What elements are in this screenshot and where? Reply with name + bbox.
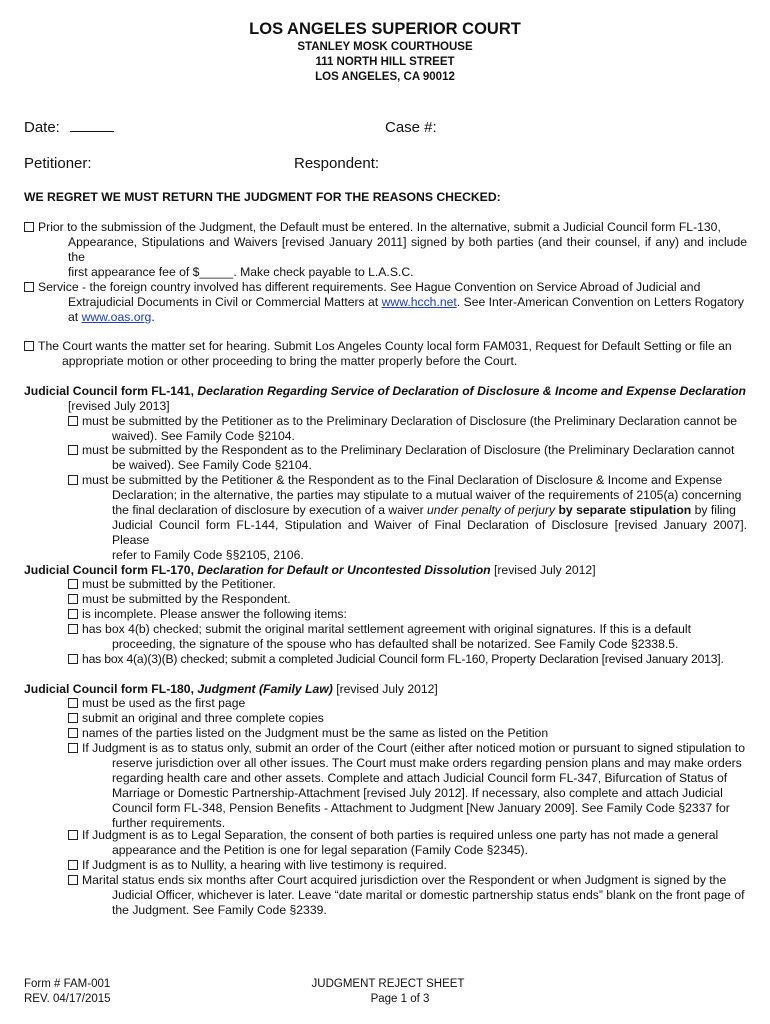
checkbox[interactable]	[68, 475, 78, 485]
checkbox[interactable]	[68, 579, 78, 589]
fl170-item-4: has box 4(b) checked; submit the original marital settlement agreement with original signatures. If this is a default proceeding, the signature of the spouse who has defaulted shall be notarized. See Family Code §2338.5.	[68, 622, 747, 652]
fl180-item-7: Marital status ends six months after Court acquired jurisdiction over the Respondent or when Judgment is signed by the Judicial Officer, whichever is later. Leave “date marital or domestic partnership status ends” blank on the front page of the Judgment. See Family Code §2339.	[68, 873, 747, 918]
hcch-link[interactable]: www.hcch.net	[381, 295, 457, 309]
fl180-heading: Judicial Council form FL-180, Judgment (Family Law) [revised July 2012]	[24, 682, 438, 696]
date-label: Date:	[24, 119, 60, 136]
footer-title: JUDGMENT REJECT SHEET	[311, 978, 465, 990]
checkbox[interactable]	[68, 698, 78, 708]
date-field	[24, 119, 114, 136]
checkbox[interactable]	[68, 594, 78, 604]
checkbox[interactable]	[68, 860, 78, 870]
checkbox[interactable]	[68, 875, 78, 885]
checkbox[interactable]	[24, 341, 34, 351]
fl170-item-3: is incomplete. Please answer the following items:	[68, 607, 747, 622]
courthouse-name: STANLEY MOSK COURTHOUSE	[297, 41, 473, 53]
fl180-item-5: If Judgment is as to Legal Separation, the consent of both parties is required unless one party has not made a general appearance and the Petition is one for legal separation (Family Code §2345).	[68, 828, 747, 858]
fl141-item-both: must be submitted by the Petitioner & the Respondent as to the Final Declaration of Disclosure & Income and Expense Declaration; in the alternative, the parties may stipulate to a mutual waiver of the requirements of 2105(a) concerning the final declaration of disclosure by execution of a waiver under penalty of perjury by separate stipulation by filing Judicial Council form FL-144, Stipulation and Waiver of Final Declaration of Disclosure [revised January 2007]. Please refer to Family Code §§2105, 2106.	[68, 473, 747, 563]
fl170-heading: Judicial Council form FL-170, Declaration for Default or Uncontested Dissolution [revised July 2012]	[24, 563, 596, 577]
checkbox[interactable]	[68, 728, 78, 738]
checkbox[interactable]	[68, 609, 78, 619]
checkbox[interactable]	[68, 416, 78, 426]
fl180-item-6: If Judgment is as to Nullity, a hearing with live testimony is required.	[68, 858, 747, 873]
oas-link[interactable]: www.oas.org	[81, 310, 152, 324]
fl180-item-1: must be used as the first page	[68, 696, 747, 711]
form-revision: REV. 04/17/2015	[24, 993, 111, 1005]
reason-hearing: The Court wants the matter set for hearing. Submit Los Angeles County local form FAM031, Request for Default Setting or file an appropriate motion or other proceeding to bring the matter properly before the Court.	[24, 339, 747, 369]
checkbox[interactable]	[68, 743, 78, 753]
fl170-item-2: must be submitted by the Respondent.	[68, 592, 747, 607]
fl141-heading: Judicial Council form FL-141, Declaration Regarding Service of Declaration of Disclosure & Income and Expense Declaration	[24, 384, 746, 398]
court-title: LOS ANGELES SUPERIOR COURT	[249, 20, 521, 38]
date-input[interactable]	[70, 119, 114, 132]
checkbox[interactable]	[68, 624, 78, 634]
courthouse-city: LOS ANGELES, CA 90012	[315, 71, 455, 83]
reason-default-entered: Prior to the submission of the Judgment, the Default must be entered. In the alternative, submit a Judicial Council form FL-130, Appearance, Stipulations and Waivers [revised January 2011] signed by both parties (and their counsel, if any) and include the first appearance fee of $_____. Make check payable to L.A.S.C.	[24, 220, 747, 280]
fl170-item-5: has box 4(a)(3)(B) checked; submit a completed Judicial Council form FL-160, Property Declaration [revised January 2013].	[68, 652, 758, 667]
checkbox[interactable]	[68, 713, 78, 723]
respondent-label: Respondent:	[294, 155, 380, 172]
reason-foreign-service: Service - the foreign country involved has different requirements. See Hague Convention on Service Abroad of Judicial and Extrajudicial Documents in Civil or Commercial Matters at www.hcch.net. See Inter-American Convention on Letters Rogatory at www.oas.org.	[24, 280, 747, 325]
case-number-label: Case #:	[385, 119, 437, 136]
fl141-item-petitioner: must be submitted by the Petitioner as to the Preliminary Declaration of Disclosure (the Preliminary Declaration cannot be waived). See Family Code §2104.	[68, 414, 747, 444]
fl180-item-2: submit an original and three complete copies	[68, 711, 747, 726]
fl170-item-1: must be submitted by the Petitioner.	[68, 577, 747, 592]
checkbox[interactable]	[68, 654, 78, 664]
petitioner-label: Petitioner:	[24, 155, 92, 172]
checkbox[interactable]	[68, 445, 78, 455]
courthouse-street: 111 NORTH HILL STREET	[315, 56, 455, 68]
fl180-item-3: names of the parties listed on the Judgment must be the same as listed on the Petition	[68, 726, 747, 741]
checkbox[interactable]	[24, 282, 34, 292]
checkbox[interactable]	[68, 830, 78, 840]
regret-heading: WE REGRET WE MUST RETURN THE JUDGMENT FOR THE REASONS CHECKED:	[24, 190, 501, 204]
fl180-item-4: If Judgment is as to status only, submit an order of the Court (either after noticed motion or pursuant to signed stipulation to reserve jurisdiction over all other issues. The Court must make orders regarding pension plans and may make orders regarding health care and other assets. Complete and attach Judicial Council form FL-347, Bifurcation of Status of Marriage or Domestic Partnership-Attachment [revised July 2012]. If necessary, also complete and attach Judicial Council form FL-348, Pension Benefits - Attachment to Judgment [New January 2009]. See Family Code §2337 for further requirements.	[68, 741, 747, 831]
checkbox[interactable]	[24, 222, 34, 232]
page-number: Page 1 of 3	[370, 993, 430, 1005]
fl141-revision: [revised July 2013]	[68, 399, 170, 413]
form-number: Form # FAM-001	[24, 978, 111, 990]
fl141-item-respondent: must be submitted by the Respondent as to the Preliminary Declaration of Disclosure (the Preliminary Declaration cannot be waived). See Family Code §2104.	[68, 443, 747, 473]
